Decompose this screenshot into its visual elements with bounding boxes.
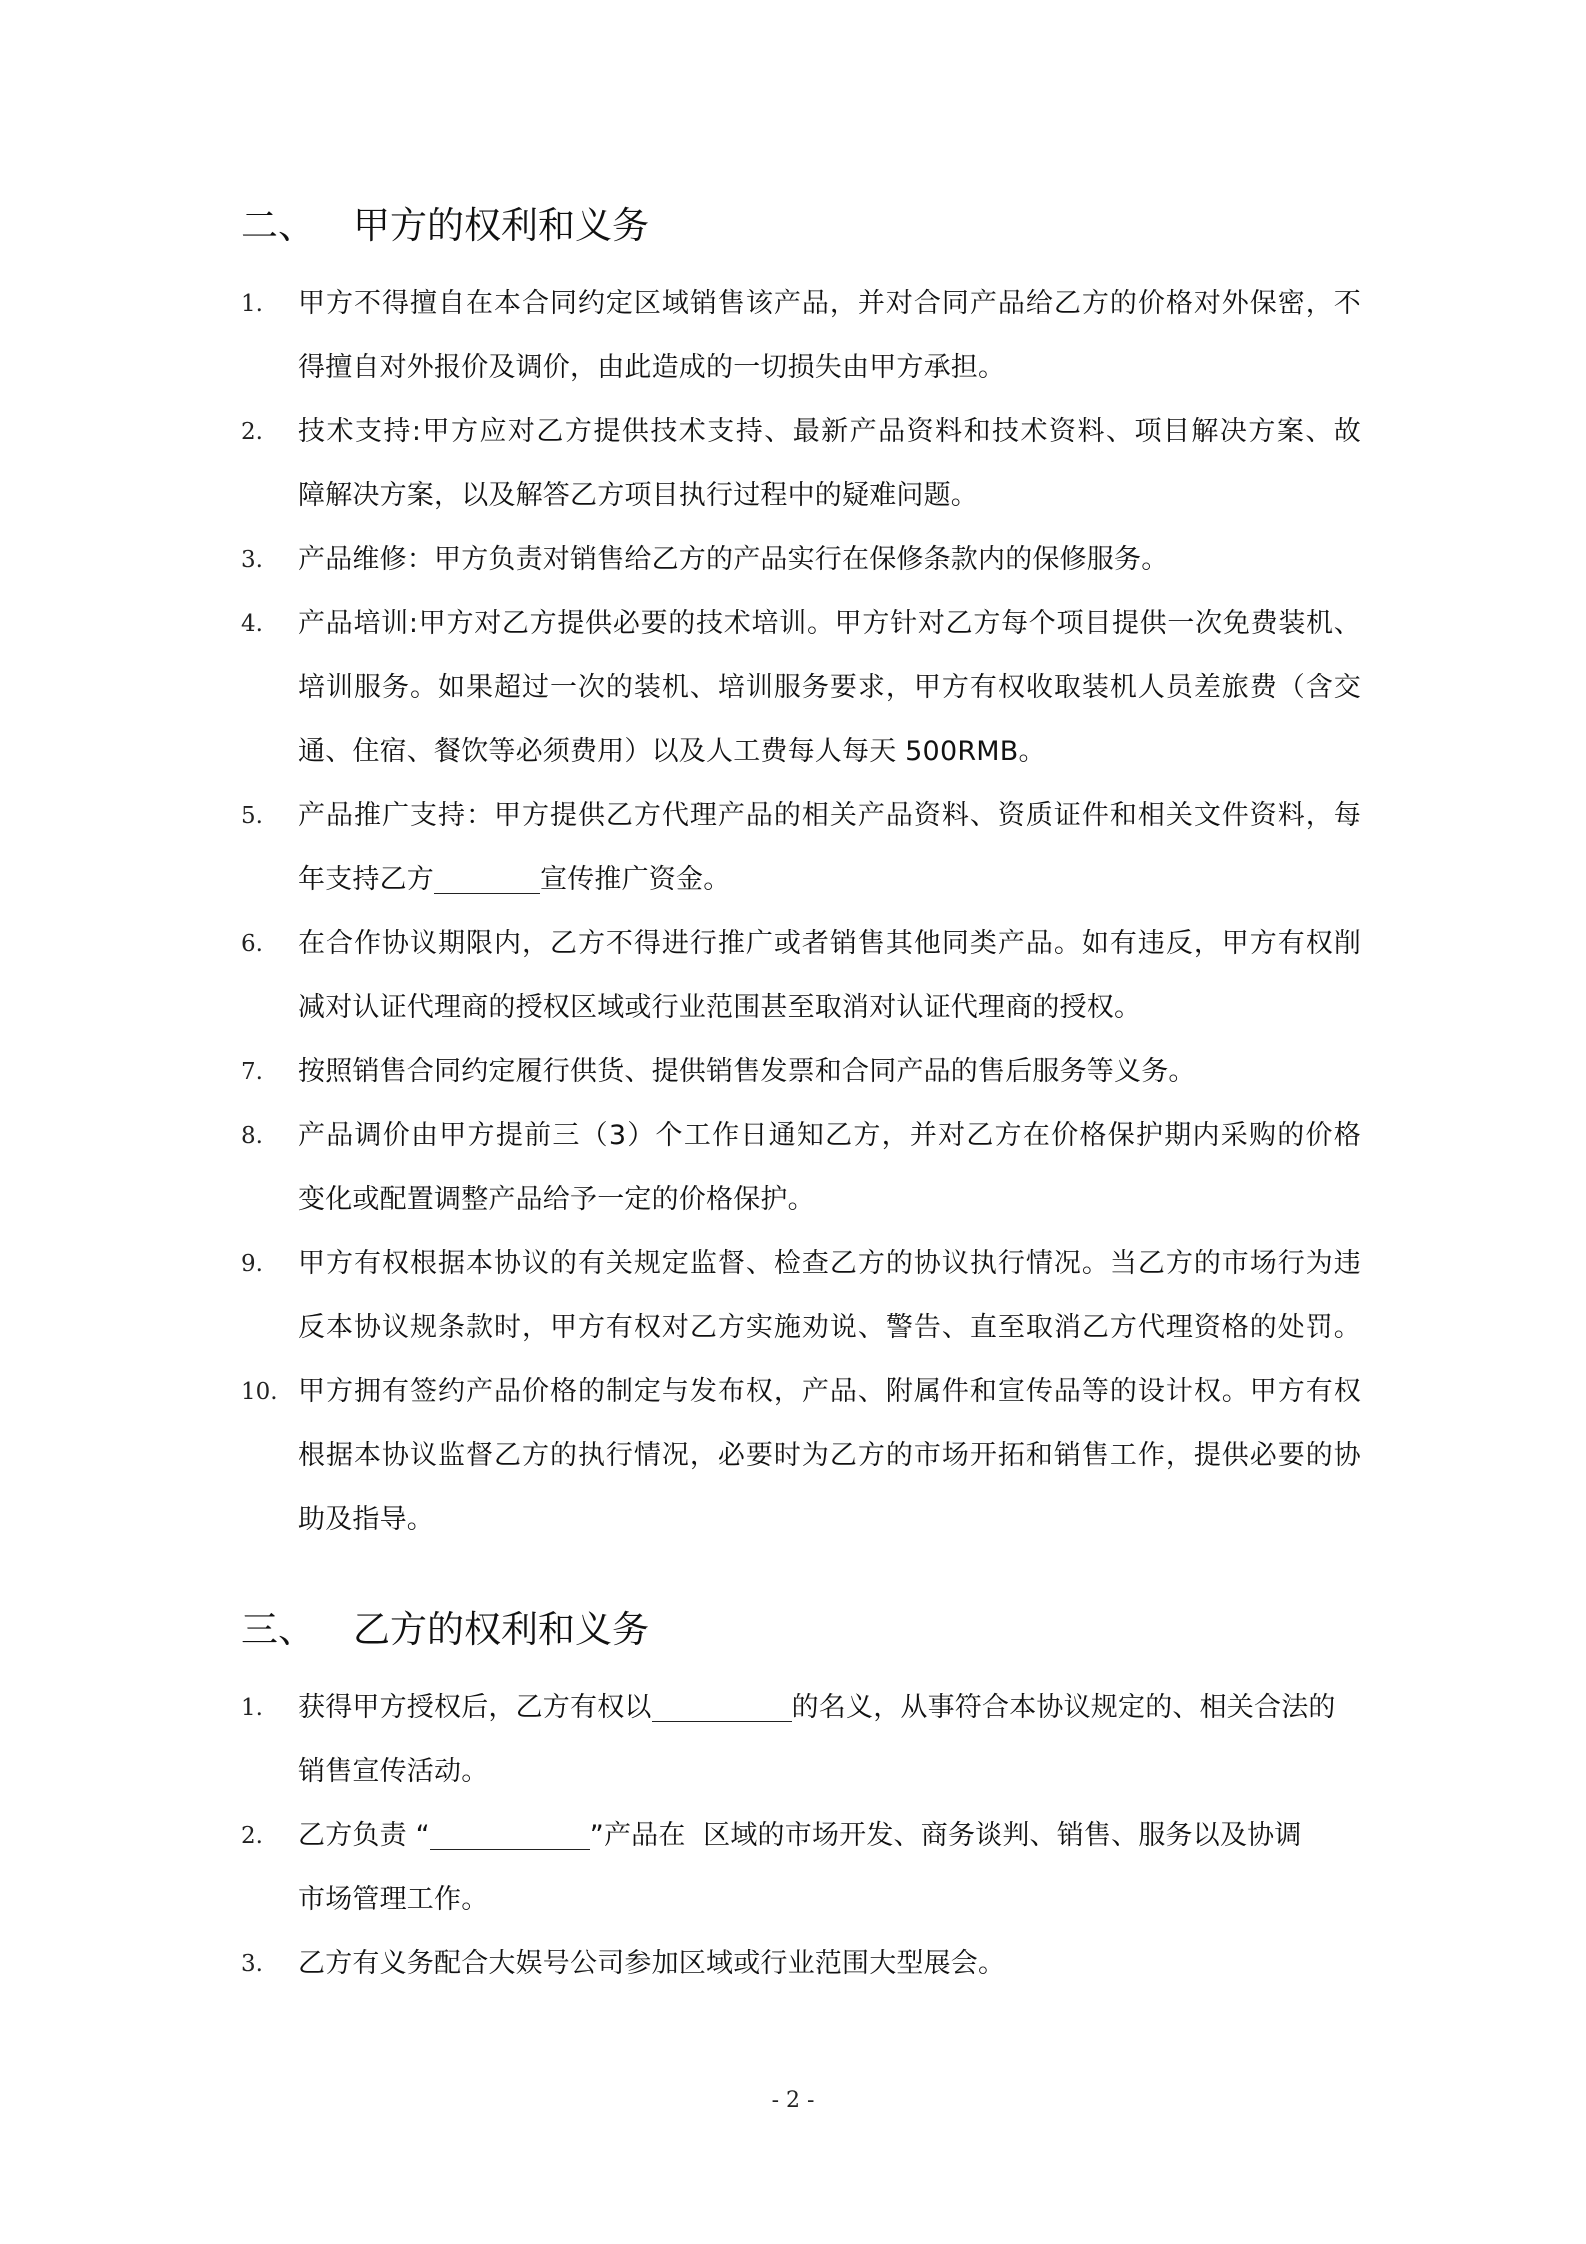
list-item <box>241 1040 1361 1104</box>
section-title: 甲方的权利和义务 <box>353 204 649 247</box>
item-number: 2. <box>241 419 263 445</box>
item-number: 9. <box>241 1251 263 1277</box>
page-number: - 2 - <box>771 2088 815 2113</box>
item-text: 技术支持:甲方应对乙方提供技术支持、最新产品资料和技术资料、项目解决方案、故 <box>298 416 1361 447</box>
item-text-part: 宣传推广资金。 <box>540 864 731 895</box>
item-text: 甲方有权根据本协议的有关规定监督、检查乙方的协议执行情况。当乙方的市场行为违 <box>298 1248 1361 1279</box>
item-text-part: 年支持乙方 <box>298 864 434 895</box>
item-text: 助及指导。 <box>298 1504 434 1535</box>
item-number: 3. <box>241 547 263 573</box>
item-number: 10. <box>241 1379 278 1405</box>
item-text: 产品调价由甲方提前三（3）个工作日通知乙方，并对乙方在价格保护期内采购的价格 <box>298 1120 1361 1151</box>
item-text-part: 的名义，从事符合本协议规定的、相关合法的 <box>791 1692 1336 1723</box>
item-text: 得擅自对外报价及调价，由此造成的一切损失由甲方承担。 <box>298 352 1006 383</box>
item-text: 产品推广支持：甲方提供乙方代理产品的相关产品资料、资质证件和相关文件资料，每 <box>298 800 1361 831</box>
item-text: 通、住宿、餐饮等必须费用）以及人工费每人每天 500RMB。 <box>298 736 1046 767</box>
list-item <box>241 1104 1361 1232</box>
list-item <box>241 912 1361 1040</box>
list-item <box>241 784 1361 912</box>
list-item <box>241 1932 1361 1996</box>
list-item <box>241 1676 1361 1804</box>
item-text-part: 区域的市场开发、商务谈判、销售、服务以及协调 <box>703 1820 1302 1851</box>
section-title: 乙方的权利和义务 <box>353 1608 649 1651</box>
item-text <box>298 1676 1361 1740</box>
item-text: 市场管理工作。 <box>298 1884 489 1915</box>
item-number: 8. <box>241 1123 263 1149</box>
item-text <box>298 1804 1361 1868</box>
item-text: 甲方不得擅自在本合同约定区域销售该产品，并对合同产品给乙方的价格对外保密，不 <box>298 288 1361 319</box>
fill-in-blank[interactable] <box>652 1691 792 1722</box>
item-text <box>298 848 1361 912</box>
list-item <box>241 400 1361 528</box>
fill-in-blank[interactable] <box>430 1819 590 1850</box>
section-heading-3 <box>241 1600 649 1660</box>
section-heading-2 <box>241 196 649 256</box>
item-text: 障解决方案，以及解答乙方项目执行过程中的疑难问题。 <box>298 480 978 511</box>
item-number: 5. <box>241 803 263 829</box>
item-text: 销售宣传活动。 <box>298 1756 489 1787</box>
item-text-part: 获得甲方授权后，乙方有权以 <box>298 1692 652 1723</box>
section-number: 二、 <box>241 204 315 247</box>
list-item <box>241 1804 1361 1932</box>
item-text: 培训服务。如果超过一次的装机、培训服务要求，甲方有权收取装机人员差旅费（含交 <box>298 672 1361 703</box>
list-item <box>241 1232 1361 1360</box>
item-text: 按照销售合同约定履行供货、提供销售发票和合同产品的售后服务等义务。 <box>298 1056 1196 1087</box>
item-text: 反本协议规条款时，甲方有权对乙方实施劝说、警告、直至取消乙方代理资格的处罚。 <box>298 1312 1361 1343</box>
item-text: 产品维修：甲方负责对销售给乙方的产品实行在保修条款内的保修服务。 <box>298 544 1169 575</box>
section-number: 三、 <box>241 1608 315 1651</box>
item-text: 变化或配置调整产品给予一定的价格保护。 <box>298 1184 815 1215</box>
list-item <box>241 272 1361 400</box>
item-text: 乙方有义务配合大娱号公司参加区域或行业范围大型展会。 <box>298 1948 1006 1979</box>
item-number: 7. <box>241 1059 263 1085</box>
item-number: 3. <box>241 1951 263 1977</box>
item-number: 1. <box>241 291 263 317</box>
fill-in-blank[interactable] <box>434 863 540 894</box>
list-item <box>241 592 1361 784</box>
item-number: 1. <box>241 1695 263 1721</box>
item-text: 产品培训:甲方对乙方提供必要的技术培训。甲方针对乙方每个项目提供一次免费装机、 <box>298 608 1361 639</box>
list-item <box>241 1360 1361 1552</box>
item-text: 甲方拥有签约产品价格的制定与发布权，产品、附属件和宣传品等的设计权。甲方有权 <box>298 1376 1361 1407</box>
item-text: 根据本协议监督乙方的执行情况，必要时为乙方的市场开拓和销售工作，提供必要的协 <box>298 1440 1361 1471</box>
list-item <box>241 528 1361 592</box>
item-text-part: 乙方负责 “ <box>298 1820 430 1851</box>
item-number: 2. <box>241 1823 263 1849</box>
item-text: 减对认证代理商的授权区域或行业范围甚至取消对认证代理商的授权。 <box>298 992 1142 1023</box>
item-number: 6. <box>241 931 263 957</box>
item-number: 4. <box>241 611 263 637</box>
item-text: 在合作协议期限内，乙方不得进行推广或者销售其他同类产品。如有违反，甲方有权削 <box>298 928 1361 959</box>
item-text-part: ”产品在 <box>589 1820 695 1851</box>
